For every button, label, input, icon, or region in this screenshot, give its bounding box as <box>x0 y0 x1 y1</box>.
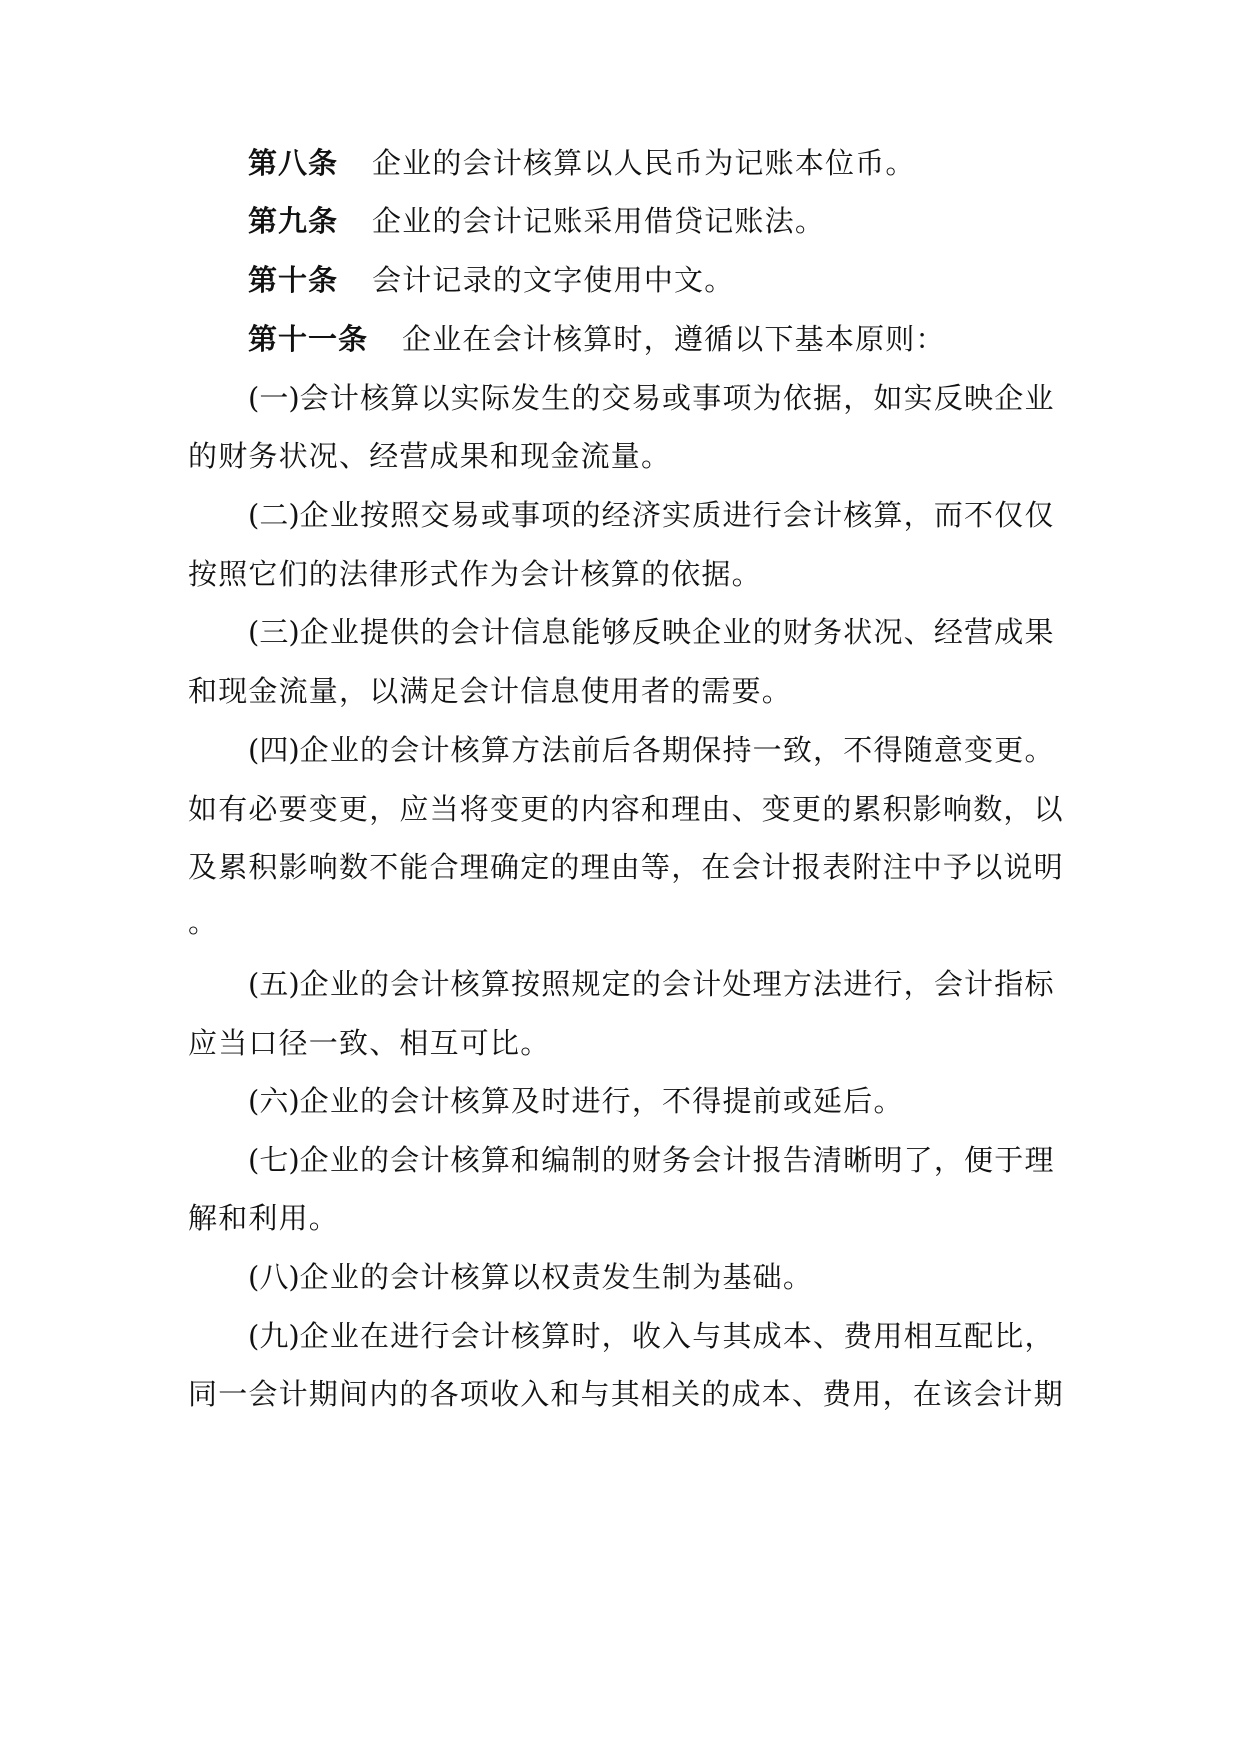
item-text: 企业提供的会计信息能够反映企业的财务状况、经营成果 <box>299 615 1055 649</box>
item-continuation-line: 及累积影响数不能合理确定的理由等，在会计报表附注中予以说明 <box>188 850 1064 884</box>
principle-item-7 <box>248 1140 1108 1180</box>
article-8 <box>248 143 1108 183</box>
principle-item-3 <box>248 612 1108 652</box>
item-continuation-line: 。 <box>188 905 219 939</box>
article-number: 第九条 <box>248 204 339 238</box>
item-text: 企业的会计核算以权责发生制为基础。 <box>299 1260 814 1294</box>
article-10 <box>248 260 1108 300</box>
item-marker: (一) <box>248 381 300 415</box>
item-text: 企业的会计核算和编制的财务会计报告清晰明了，便于理 <box>299 1143 1055 1177</box>
item-marker: (八) <box>248 1260 300 1294</box>
item-continuation-line: 解和利用。 <box>188 1201 340 1235</box>
item-continuation-line: 应当口径一致、相互可比。 <box>188 1026 551 1060</box>
article-text: 会计记录的文字使用中文。 <box>372 263 735 297</box>
principle-item-6 <box>248 1081 1108 1121</box>
item-continuation-line: 和现金流量，以满足会计信息使用者的需要。 <box>188 674 793 708</box>
article-text: 企业的会计核算以人民币为记账本位币。 <box>372 146 916 180</box>
principle-item-8 <box>248 1257 1108 1297</box>
item-text: 企业的会计核算按照规定的会计处理方法进行，会计指标 <box>299 967 1055 1001</box>
item-continuation-line: 同一会计期间内的各项收入和与其相关的成本、费用，在该会计期 <box>188 1377 1064 1411</box>
item-continuation-line: 如有必要变更，应当将变更的内容和理由、变更的累积影响数，以 <box>188 792 1064 826</box>
item-text: 企业按照交易或事项的经济实质进行会计核算，而不仅仅 <box>299 498 1055 532</box>
item-continuation-line: 的财务状况、经营成果和现金流量。 <box>188 439 672 473</box>
principle-item-4 <box>248 730 1108 770</box>
principle-item-5 <box>248 964 1108 1004</box>
article-11 <box>248 319 1108 359</box>
item-continuation-line: 按照它们的法律形式作为会计核算的依据。 <box>188 557 762 591</box>
item-marker: (三) <box>248 615 300 649</box>
principle-item-9 <box>248 1316 1108 1356</box>
article-9 <box>248 201 1108 241</box>
item-marker: (二) <box>248 498 300 532</box>
principle-item-1 <box>248 378 1108 418</box>
item-marker: (四) <box>248 733 300 767</box>
item-marker: (五) <box>248 967 300 1001</box>
article-number: 第八条 <box>248 146 339 180</box>
item-marker: (九) <box>248 1319 300 1353</box>
principle-item-2 <box>248 495 1108 535</box>
article-number: 第十一条 <box>248 322 369 356</box>
item-text: 企业在进行会计核算时，收入与其成本、费用相互配比， <box>299 1319 1055 1353</box>
article-number: 第十条 <box>248 263 339 297</box>
article-text: 企业在会计核算时，遵循以下基本原则： <box>402 322 946 356</box>
item-text: 会计核算以实际发生的交易或事项为依据，如实反映企业 <box>299 381 1055 415</box>
item-marker: (七) <box>248 1143 300 1177</box>
item-text: 企业的会计核算及时进行，不得提前或延后。 <box>299 1084 904 1118</box>
article-text: 企业的会计记账采用借贷记账法。 <box>372 204 826 238</box>
item-text: 企业的会计核算方法前后各期保持一致，不得随意变更。 <box>299 733 1055 767</box>
item-marker: (六) <box>248 1084 300 1118</box>
